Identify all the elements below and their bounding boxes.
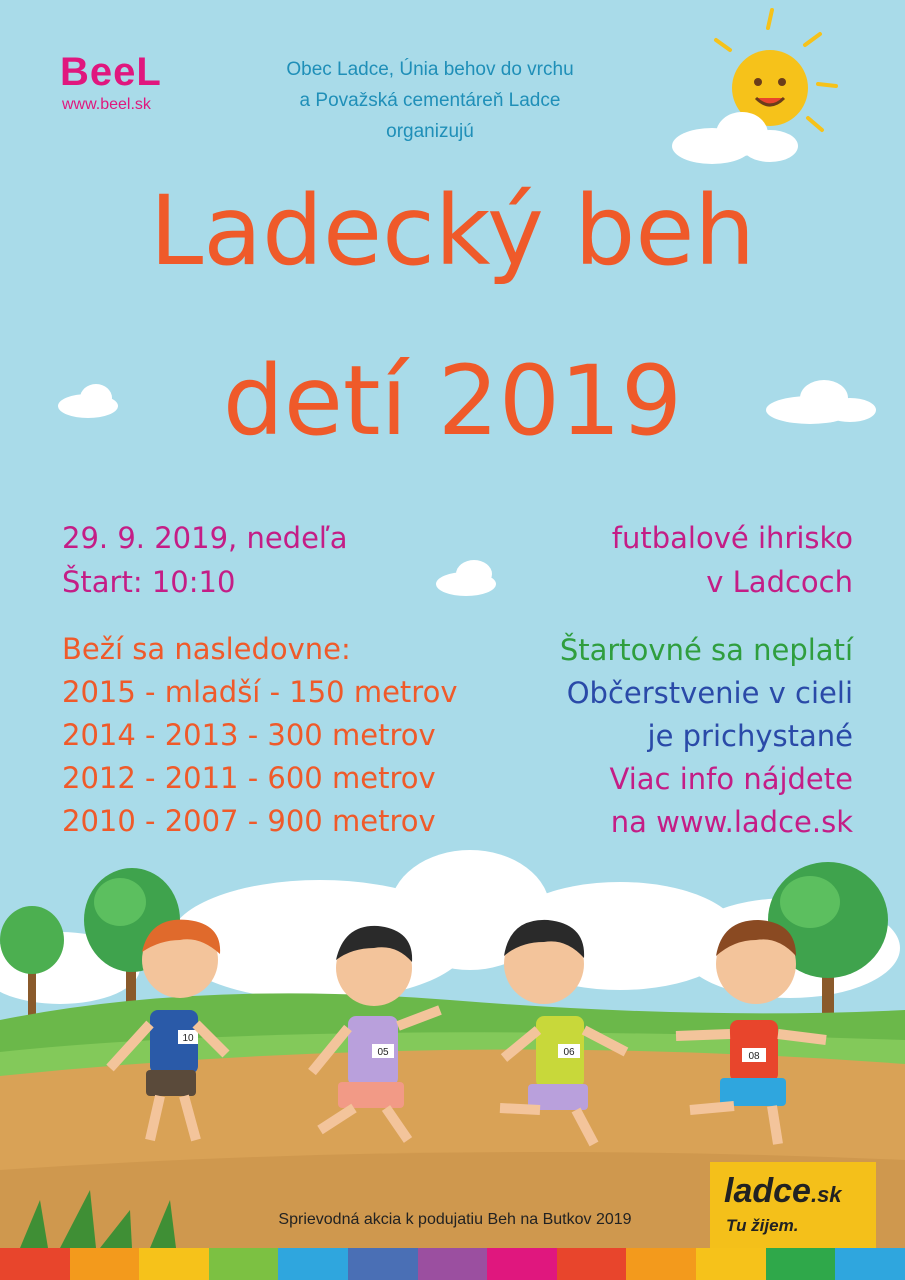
title-line-2: detí 2019 [222,345,683,457]
venue-line-2: v Ladcoch [706,565,853,599]
schedule-row: 2010 - 2007 - 900 metrov [62,804,436,838]
color-stripe [487,1248,557,1280]
color-stripe [278,1248,348,1280]
color-stripe [0,1248,70,1280]
organizers [250,54,610,147]
color-stripe [766,1248,836,1280]
venue-line-1: futbalové ihrisko [611,521,853,555]
fee-info: Štartovné sa neplatí [559,633,853,667]
footer-text: Sprievodná akcia k podujatiu Beh na Butkov 2019 [278,1211,632,1228]
schedule-row: 2014 - 2013 - 300 metrov [62,718,436,752]
refreshment-line-1: Občerstvenie v cieli [566,676,853,710]
more-info-line-1: Viac info nájdete [609,762,853,796]
schedule [62,628,457,843]
organizers-line: Obec Ladce, Únia behov do vrchu [286,59,574,80]
color-stripe [209,1248,279,1280]
cloud-icon [436,560,496,596]
color-stripe [557,1248,627,1280]
title-line-1: Ladecký beh [149,175,756,287]
organizers-line: a Považská cementáreň Ladce [299,90,561,111]
beel-url: www.beel.sk [62,96,151,113]
schedule-heading: Beží sa nasledovne: [62,632,351,666]
sun-icon [716,10,836,130]
refreshment-line-2: je prichystané [647,719,853,753]
color-stripe-bar [0,1248,905,1280]
color-stripe [139,1248,209,1280]
runner-bib: 05 [377,1047,389,1058]
ladce-logo-slogan: Tu žijem. [726,1216,799,1235]
runner-bib: 10 [182,1033,194,1044]
organizers-line: organizujú [386,121,474,142]
color-stripe [626,1248,696,1280]
more-info-line-2: na www.ladce.sk [610,805,853,839]
color-stripe [418,1248,488,1280]
color-stripe [835,1248,905,1280]
ladce-logo-suffix: .sk [810,1182,842,1207]
ladce-logo-main: ladce [724,1172,811,1210]
event-start: Štart: 10:10 [62,565,236,599]
beel-logo: BeeL [60,50,162,94]
schedule-row: 2012 - 2011 - 600 metrov [62,761,436,795]
ladce-logo [710,1162,876,1248]
event-date: 29. 9. 2019, nedeľa [62,521,348,555]
runner-bib: 06 [563,1047,575,1058]
runner-bib: 08 [748,1051,760,1062]
ladce-logo-wordmark [724,1172,842,1211]
color-stripe [70,1248,140,1280]
color-stripe [348,1248,418,1280]
schedule-row: 2015 - mladší - 150 metrov [62,675,458,709]
color-stripe [696,1248,766,1280]
